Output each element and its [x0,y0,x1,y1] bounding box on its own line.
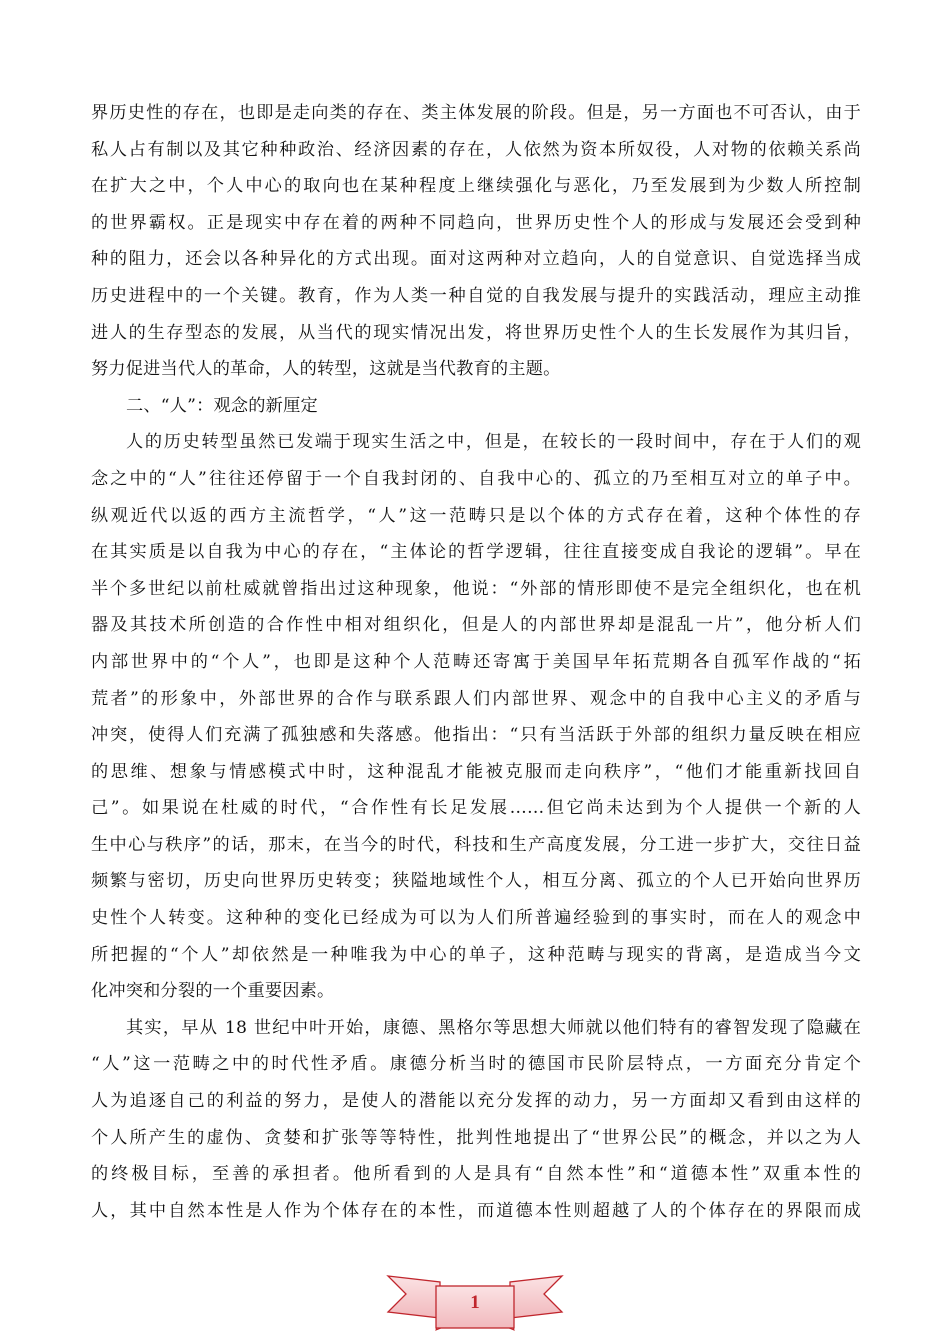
text-line: 在扩大之中，个人中心的取向也在某种程度上继续强化与恶化，乃至发展到为少数人所控制 [91,176,861,197]
text-line: “人”这一范畴之中的时代性矛盾。康德分析当时的德国市民阶层特点，一方面充分肯定个 [91,1054,861,1075]
text-line: 历史进程中的一个关键。教育，作为人类一种自觉的自我发展与提升的实践活动，理应主动推 [91,285,861,306]
text-line: 内部世界中的“个人”，也即是这种个人范畴还寄寓于美国早年拓荒期各自孤军作战的“拓 [91,651,861,672]
text-line: 半个多世纪以前杜威就曾指出过这种现象，他说：“外部的情形即使不是完全组织化，也在机 [91,578,861,599]
text-line: 其实，早从 18 世纪中叶开始，康德、黑格尔等思想大师就以他们特有的睿智发现了隐藏在 [126,1017,861,1038]
text-line: 努力促进当代人的革命，人的转型，这就是当代教育的主题。 [91,359,561,380]
text-line: 的终极目标，至善的承担者。他所看到的人是具有“自然本性”和“道德本性”双重本性的 [91,1164,861,1185]
text-line: 纵观近代以返的西方主流哲学，“人”这一范畴只是以个体的方式存在着，这种个体性的存 [91,505,861,526]
page-footer [0,1268,950,1344]
text-line: 的世界霸权。正是现实中存在着的两种不同趋向，世界历史性个人的形成与发展还会受到种 [91,212,861,233]
page-number: 1 [470,1292,480,1313]
text-line: 界历史性的存在，也即是走向类的存在、类主体发展的阶段。但是，另一方面也不可否认，由于 [91,103,861,123]
text-line: 频繁与密切，历史向世界历史转变；狭隘地域性个人，相互分离、孤立的个人已开始向世界历 [91,871,861,892]
text-line: 器及其技术所创造的合作性中相对组织化，但是人的内部世界却是混乱一片”，他分析人们 [91,615,861,636]
text-line: 的思维、想象与情感模式中时，这种混乱才能被克服而走向秩序”，“他们才能重新找回自 [91,761,861,782]
text-line: 进人的生存型态的发展，从当代的现实情况出发，将世界历史性个人的生长发展作为其归旨， [91,322,861,343]
text-line: 念之中的“人”往往还停留于一个自我封闭的、自我中心的、孤立的乃至相互对立的单子中。 [91,468,861,489]
text-line: 史性个人转变。这种种的变化已经成为可以为人们所普遍经验到的事实时，而在人的观念中 [91,908,861,929]
body-text [91,95,861,1229]
text-line: 荒者”的形象中，外部世界的合作与联系跟人们内部世界、观念中的自我中心主义的矛盾与 [91,688,861,709]
text-line: 个人所产生的虚伪、贪婪和扩张等等特性，批判性地提出了“世界公民”的概念，并以之为人 [91,1127,861,1148]
text-line: 二、“人”：观念的新厘定 [126,395,318,416]
text-line: 人，其中自然本性是人作为个体存在的本性，而道德本性则超越了人的个体存在的界限而成 [91,1200,861,1221]
text-line: 化冲突和分裂的一个重要因素。 [91,981,335,1002]
text-line: 人的历史转型虽然已发端于现实生活之中，但是，在较长的一段时间中，存在于人们的观 [126,432,861,453]
text-line: 己”。如果说在杜威的时代，“合作性有长足发展……但它尚未达到为个人提供一个新的人 [91,798,861,819]
text-line: 所把握的“个人”却依然是一种唯我为中心的单子，这种范畴与现实的背离，是造成当今文 [91,944,861,965]
text-line: 生中心与秩序”的话，那末，在当今的时代，科技和生产高度发展，分工进一步扩大，交往日益 [91,834,861,855]
text-line: 冲突，使得人们充满了孤独感和失落感。他指出：“只有当活跃于外部的组织力量反映在相应 [91,725,861,746]
text-line: 种的阻力，还会以各种异化的方式出现。面对这两种对立趋向，人的自觉意识、自觉选择当成 [91,249,861,270]
text-line: 人为追逐自己的利益的努力，是使人的潜能以充分发挥的动力，另一方面却又看到由这样的 [91,1091,861,1112]
text-line: 在其实质是以自我为中心的存在，“主体论的哲学逻辑，往往直接变成自我论的逻辑”。早在 [91,542,861,563]
text-line: 私人占有制以及其它种种政治、经济因素的存在，人依然为资本所奴役，人对物的依赖关系尚 [91,139,861,160]
